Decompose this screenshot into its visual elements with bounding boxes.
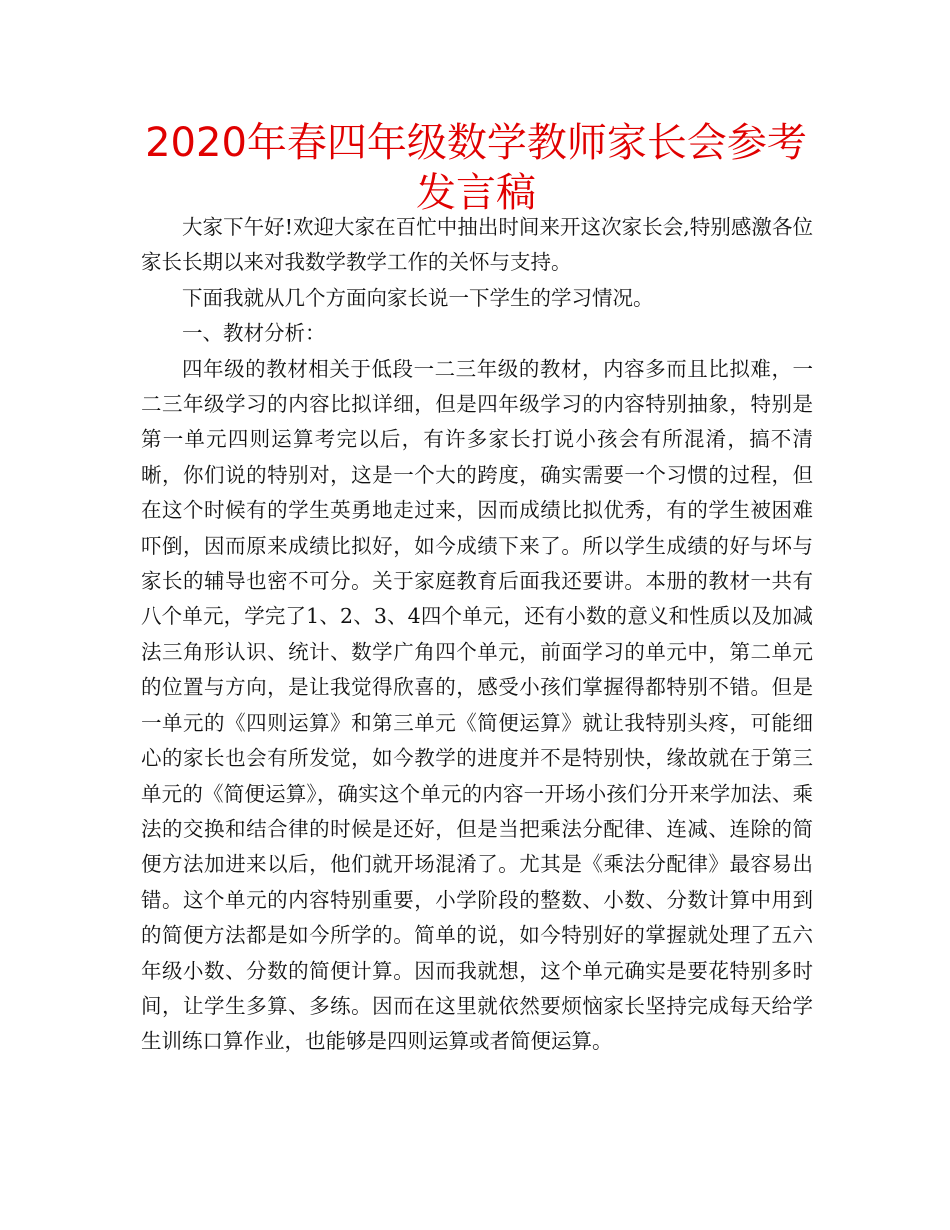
section-heading-textbook-analysis: 一、教材分析： [182,321,326,346]
paragraph-textbook-analysis: 四年级的教材相关于低段一二三年级的教材，内容多而且比拟难，一二三年级学习的内容比拟详细，但是四年级学习的内容特别抽象，特别是第一单元四则运算考完以后，有许多家长打说小孩会有所混淆，搞不清晰，你们说的特别对，这是一个大的跨度，确实需要一个习惯的过程，但在这个时候有的学生英勇地走过来，因而成绩比拟优秀，有的学生被困难吓倒，因而原来成绩比拟好，如今成绩下来了。所以学生成绩的好与坏与家长的辅导也密不可分。关于家庭教育后面我还要讲。本册的教材一共有八个单元，学完了1、2、3、4四个单元，还有小数的意义和性质以及加减法三角形认识、统计、数学广角四个单元，前面学习的单元中，第二单元的位置与方向，是让我觉得欣喜的，感受小孩们掌握得都特别不错。但是一单元的《四则运算》和第三单元《简便运算》就让我特别头疼，可能细心的家长也会有所发觉，如今教学的进度并不是特别快，缘故就在于第三单元的《简便运算》，确实这个单元的内容一开场小孩们分开来学加法、乘法的交换和结合律的时候是还好，但是当把乘法分配律、连减、连除的简便方法加进来以后，他们就开场混淆了。尤其是《乘法分配律》最容易出错。这个单元的内容特别重要，小学阶段的整数、小数、分数计算中用到的简便方法都是如今所学的。简单的说，如今特别好的掌握就处理了五六年级小数、分数的简便计算。因而我就想，这个单元确实是要花特别多时间，让学生多算、多练。因而在这里就依然要烦恼家长坚持完成每天给学生训练口算作业，也能够是四则运算或者简便运算。 [141,356,813,1054]
document-body [141,210,813,1060]
document-title: 2020年春四年级数学教师家长会参考发言稿 [145,120,807,216]
paragraph-greeting: 大家下午好!欢迎大家在百忙中抽出时间来开这次家长会,特别感激各位家长长期以来对我数学教学工作的关怀与支持。 [141,215,813,275]
paragraph-intro: 下面我就从几个方面向家长说一下学生的学习情况。 [182,285,654,310]
